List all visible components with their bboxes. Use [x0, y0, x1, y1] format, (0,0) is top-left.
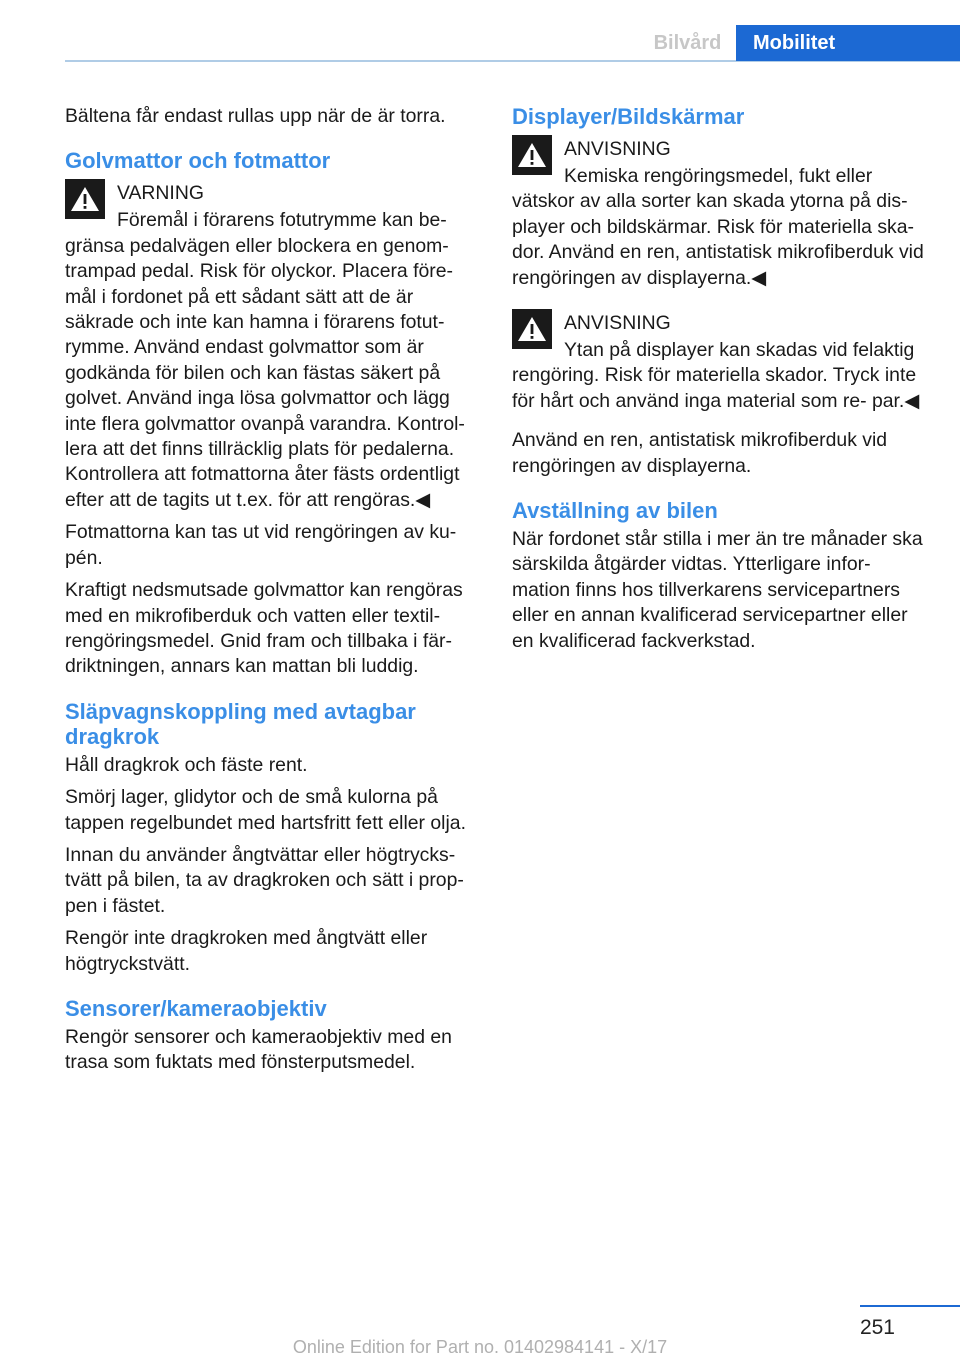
heading-golvmattor: Golvmattor och fotmattor [65, 148, 331, 174]
left-column [65, 104, 481, 1083]
warning-notice [65, 179, 481, 513]
paragraph-dragkrok-rent: Håll dragkrok och fäste rent. [65, 753, 308, 776]
warning-icon [512, 135, 552, 175]
notice-2 [512, 309, 932, 414]
edition-footer: Online Edition for Part no. 01402984141 - X/17 [292, 1337, 668, 1357]
notice-2-title: ANVISNING [564, 312, 671, 335]
intro-paragraph: Bältena får endast rullas upp när de är torra. [65, 105, 446, 127]
heading-slapvagnskoppling: Släpvagnskoppling med avtagbar dragkrok [65, 698, 416, 749]
page-number: 251 [859, 1316, 895, 1339]
notice-2-text: rengöring. Risk för materiella skador. Tryck inte för hårt och använd inga material som re‐ par.◀ [512, 364, 920, 412]
notice-1-first-line: Kemiska rengöringsmedel, fukt eller [564, 165, 873, 187]
paragraph-smorj: Smörj lager, glidytor och de små kulorna på tappen regelbundet med hartsfritt fett eller olja. [65, 786, 466, 834]
paragraph-nedsmutsade: Kraftigt nedsmutsade golvmattor kan rengöras med en mikrofiberduk och vatten eller textil‐ rengöringsmedel. Gnid fram och tillbaka i fär‐ driktningen, annars kan mattan bli luddig. [65, 579, 463, 678]
footer-rule [860, 1305, 960, 1307]
paragraph-mikrofiberduk: Använd en ren, antistatisk mikrofiberduk vid rengöringen av displayerna. [512, 429, 888, 477]
warning-title: VARNING [117, 182, 204, 205]
right-column [512, 104, 932, 661]
notice-1-text: vätskor av alla sorter kan skada ytorna på dis‐ player och bildskärmar. Risk för materiella ska‐ dor. Använd en ren, antistatisk mikrofiberduk vid rengöringen av displayerna.◀ [512, 190, 924, 289]
tab-bilvard[interactable]: Bilvård [653, 32, 722, 54]
heading-sensorer: Sensorer/kameraobjektiv [65, 995, 327, 1021]
paragraph-sensorer: Rengör sensorer och kameraobjektiv med en trasa som fuktats med fönsterputsmedel. [65, 1025, 452, 1074]
notice-2-first-line: Ytan på displayer kan skadas vid felaktig [564, 339, 915, 362]
paragraph-fotmattor: Fotmattorna kan tas ut vid rengöringen av ku‐ pén. [65, 521, 457, 569]
paragraph-avstallning: När fordonet står stilla i mer än tre månader ska särskilda åtgärder vidtas. Ytterligare infor‐ mation finns hos tillverkarens servicepartners eller en annan kvalificerad servicepartner eller en kvalificerad fackverkstad. [512, 528, 923, 652]
paragraph-angtvatt: Innan du använder ångtvättar eller högtrycks‐ tvätt på bilen, ta av dragkroken och sätt i prop‐ pen i fästet. [65, 843, 464, 917]
tab-mobilitet[interactable]: Mobilitet [736, 25, 960, 61]
warning-first-line: Föremål i förarens fotutrymme kan be‐ [117, 209, 447, 232]
heading-displayer: Displayer/Bildskärmar [512, 104, 745, 129]
paragraph-rengor-inte: Rengör inte dragkroken med ångtvätt eller högtryckstvätt. [65, 927, 428, 975]
heading-avstallning: Avställning av bilen [512, 498, 718, 524]
warning-icon [512, 309, 552, 349]
notice-1-title: ANVISNING [564, 138, 671, 160]
warning-text: gränsa pedalvägen eller blockera en genom‐ trampad pedal. Risk för olyckor. Placera före‐ mål i fordonet på ett sådant sätt att de är säkrade och inte kan hamna i förarens fotut‐ rymme. Använd endast golvmattor som är godkända för bilen och kan fästas säkert på golvet. Använd inga lösa golvmattor och lägg inte flera golvmattor ovanpå varandra. Kontrol‐ lera att det finns tillräcklig plats för pedalerna. Kontrollera att fotmattorna åter fästs ordentligt efter att de tagits ut t.ex. för att rengöras.◀ [65, 234, 465, 511]
warning-icon [65, 179, 105, 219]
notice-1 [512, 135, 932, 291]
